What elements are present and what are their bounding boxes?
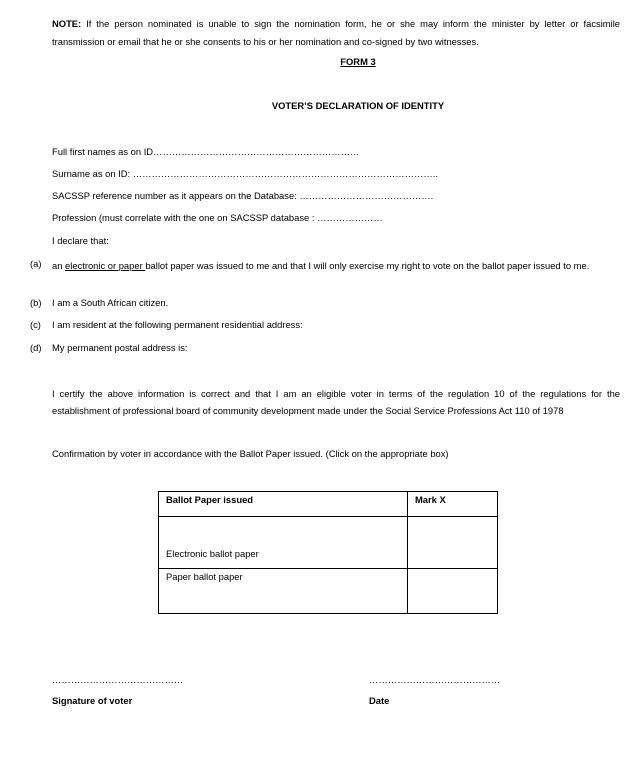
item-b-label: (b) xyxy=(30,297,42,308)
ballot-paper-table xyxy=(158,491,498,614)
signature-line[interactable]: …………………………………… xyxy=(52,674,184,685)
declare-intro: I declare that: xyxy=(52,235,109,246)
item-d-label: (d) xyxy=(30,342,42,353)
header-mark-x: Mark X xyxy=(408,492,498,517)
paper-ballot-paper-label: Paper ballot paper xyxy=(159,569,408,614)
signature-label: Signature of voter xyxy=(52,695,133,706)
item-d-text: My permanent postal address is: xyxy=(52,342,188,353)
table-row xyxy=(159,517,498,569)
item-b-text: I am a South African citizen. xyxy=(52,297,169,308)
note-paragraph xyxy=(52,15,620,51)
item-a-prefix: an xyxy=(52,260,66,271)
date-label: Date xyxy=(369,695,390,706)
profession-field[interactable]: Profession (must correlate with the one on SACSSP database : ………………… xyxy=(52,212,383,223)
note-text: If the person nominated is unable to sign the nomination form, he or she may inform the minister by letter or facsimile transmission or email that he or she consents to his or her nomination and co-signed by two witnesses. xyxy=(52,18,620,47)
confirmation-instruction: Confirmation by voter in accordance with the Ballot Paper issued. (Click on the appropriate box) xyxy=(52,448,449,459)
note-label: NOTE: xyxy=(52,18,82,29)
header-ballot-paper-issued: Ballot Paper issued xyxy=(159,492,408,517)
date-line[interactable]: …………………………………… xyxy=(369,674,501,685)
item-a-body: ballot paper was issued to me and that I will only exercise my right to vote on the ballot paper issued to me. xyxy=(145,260,590,271)
item-c-label: (c) xyxy=(30,319,41,330)
paper-mark-box[interactable] xyxy=(408,569,498,614)
electronic-or-paper-link[interactable]: electronic or paper xyxy=(65,260,146,271)
form-title: FORM 3 xyxy=(340,56,376,67)
item-c-text: I am resident at the following permanent residential address: xyxy=(52,319,303,330)
electronic-ballot-paper-label: Electronic ballot paper xyxy=(159,517,408,569)
item-a-label: (a) xyxy=(30,258,42,269)
surname-field[interactable]: Surname as on ID: …………………………………………………………………………………….. xyxy=(52,168,438,179)
first-names-field[interactable]: Full first names as on ID………………………………………………………… xyxy=(52,146,360,157)
table-row xyxy=(159,569,498,614)
certify-paragraph: I certify the above information is correct and that I am an eligible voter in terms of the regulation 10 of the regulations for the establishment of professional board of community development made under the Social Service Professions Act 110 of 1978 xyxy=(52,388,620,416)
document-title: VOTER’S DECLARATION OF IDENTITY xyxy=(271,100,445,111)
electronic-mark-box[interactable] xyxy=(408,517,498,569)
table-header-row xyxy=(159,492,498,517)
sacssp-reference-field[interactable]: SACSSP reference number as it appears on the Database: ……………………………………. xyxy=(52,190,434,201)
item-a-text xyxy=(52,257,620,274)
